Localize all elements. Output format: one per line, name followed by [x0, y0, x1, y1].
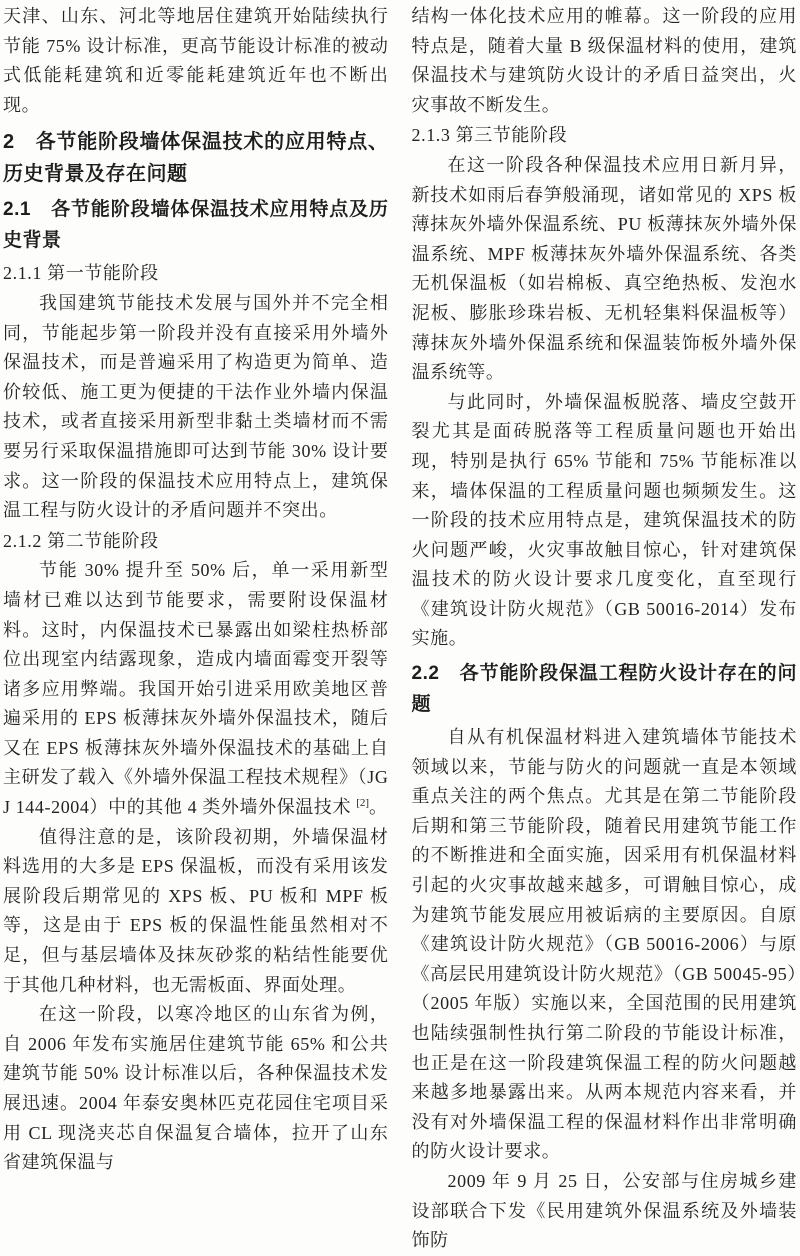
- section-2-2-heading: 2.2 各节能阶段保温工程防火设计存在的问题: [411, 663, 797, 716]
- section-2-1-2-heading: 2.1.2 第二节能阶段: [3, 530, 159, 551]
- paragraph-continuation: 结构一体化技术应用的帷幕。这一阶段的应用特点是，随着大量 B 级保温材料的使用，建筑保温技术与建筑防火设计的矛盾日益突出，火灾事故不断发生。: [411, 6, 797, 115]
- right-column: [411, 2, 798, 1251]
- paragraph-stage2-tail: 。: [369, 797, 388, 818]
- section-2-heading: 2 各节能阶段墙体保温技术的应用特点、历史背景及存在问题: [3, 131, 389, 186]
- paragraph-stage2: [3, 556, 389, 822]
- section-2-1-1-heading: 2.1.1 第一节能阶段: [3, 263, 159, 284]
- paragraph-2009-notice: 2009 年 9 月 25 日，公安部与住房城乡建设部联合下发《民用建筑外保温系统及外墙装饰防: [411, 1170, 797, 1251]
- citation-ref-2: [2]: [356, 797, 370, 810]
- paragraph-shandong-example: 在这一阶段，以寒冷地区的山东省为例，自 2006 年发布实施居住建筑节能 65% 和公共建筑节能 50% 设计标准以后，各种保温技术发展迅速。2004 年泰安奥林匹克花园住宅项目采用 CL 现浇夹芯自保温复合墙体，拉开了山东省建筑保温与: [3, 1004, 389, 1173]
- paragraph-stage2-text: 节能 30% 提升至 50% 后，单一采用新型墙材已难以达到节能要求，需要附设保温材料。这时，内保温技术已暴露出如梁柱热桥部位出现室内结露现象，造成内墙面霉变开裂等诸多应用弊端。我国开始引进采用欧美地区普遍采用的 EPS 板薄抹灰外墙外保温技术，随后又在 EPS 板薄抹灰外墙外保温技术的基础上自主研发了载入《外墙外保温工程技术规程》（JGJ 144-2004）中的其他 4 类外墙外保温技术: [3, 560, 389, 818]
- left-column: [3, 2, 389, 1173]
- paragraph-eps-choice: 值得注意的是，该阶段初期，外墙保温材料选用的大多是 EPS 保温板，而没有采用该发展阶段后期常见的 XPS 板、PU 板和 MPF 板等，这是由于 EPS 板的保温性能虽然相对不足，但与基层墙体及抹灰砂浆的粘结性能要优于其他几种材料，也无需板面、界面处理。: [3, 826, 389, 995]
- section-2-1-3-heading: 2.1.3 第三节能阶段: [411, 125, 568, 146]
- paragraph-continuation: 天津、山东、河北等地居住建筑开始陆续执行节能 75% 设计标准，更高节能设计标准的被动式低能耗建筑和近零能耗建筑近年也不断出现。: [3, 6, 389, 115]
- paragraph-quality-issues: 与此同时，外墙保温板脱落、墙皮空鼓开裂尤其是面砖脱落等工程质量问题也开始出现，特别是执行 65% 节能和 75% 节能标准以来，墙体保温的工程质量问题也频频发生。这一阶段的技术应用特点是，建筑保温技术的防火问题严峻，火灾事故触目惊心，针对建筑保温技术的防火设计要求几度变化，直至现行《建筑设计防火规范》（GB 50016-2014）发布实施。: [411, 391, 797, 649]
- paragraph-stage1: 我国建筑节能技术发展与国外并不完全相同，节能起步第一阶段并没有直接采用外墙外保温技术，而是普遍采用了构造更为简单、造价较低、施工更为便捷的干法作业外墙内保温技术，或者直接采用新型非黏土类墙材而不需要另行采取保温措施即可达到节能 30% 设计要求。这一阶段的保温技术应用特点上，建筑保温工程与防火设计的矛盾问题并不突出。: [3, 292, 389, 521]
- section-2-1-heading: 2.1 各节能阶段墙体保温技术应用特点及历史背景: [3, 199, 389, 252]
- paragraph-stage3: 在这一阶段各种保温技术应用日新月异，新技术如雨后春笋般涌现，诸如常见的 XPS 板薄抹灰外墙外保温系统、PU 板薄抹灰外墙外保温系统、MPF 板薄抹灰外墙外保温系统、各类无机保温板（如岩棉板、真空绝热板、发泡水泥板、膨胀珍珠岩板、无机轻集料保温板等）薄抹灰外墙外保温系统和保温装饰板外墙外保温系统等。: [411, 154, 797, 383]
- paragraph-fire-design-problems: 自从有机保温材料进入建筑墙体节能技术领域以来，节能与防火的问题就一直是本领域重点关注的两个焦点。尤其是在第二节能阶段后期和第三节能阶段，随着民用建筑节能工作的不断推进和全面实施，因采用有机保温材料引起的火灾事故越来越多，可谓触目惊心，成为建筑节能发展应用被诟病的主要原因。自原《建筑设计防火规范》（GB 50016-2006）与原《高层民用建筑设计防火规范》（GB 50045-95）（2005 年版）实施以来，全国范围的民用建筑也陆续强制性执行第二阶段的节能设计标准，也正是在这一阶段建筑保温工程的防火问题越来越多地暴露出来。从两本规范内容来看，并没有对外墙保温工程的保温材料作出非常明确的防火设计要求。: [411, 727, 797, 1162]
